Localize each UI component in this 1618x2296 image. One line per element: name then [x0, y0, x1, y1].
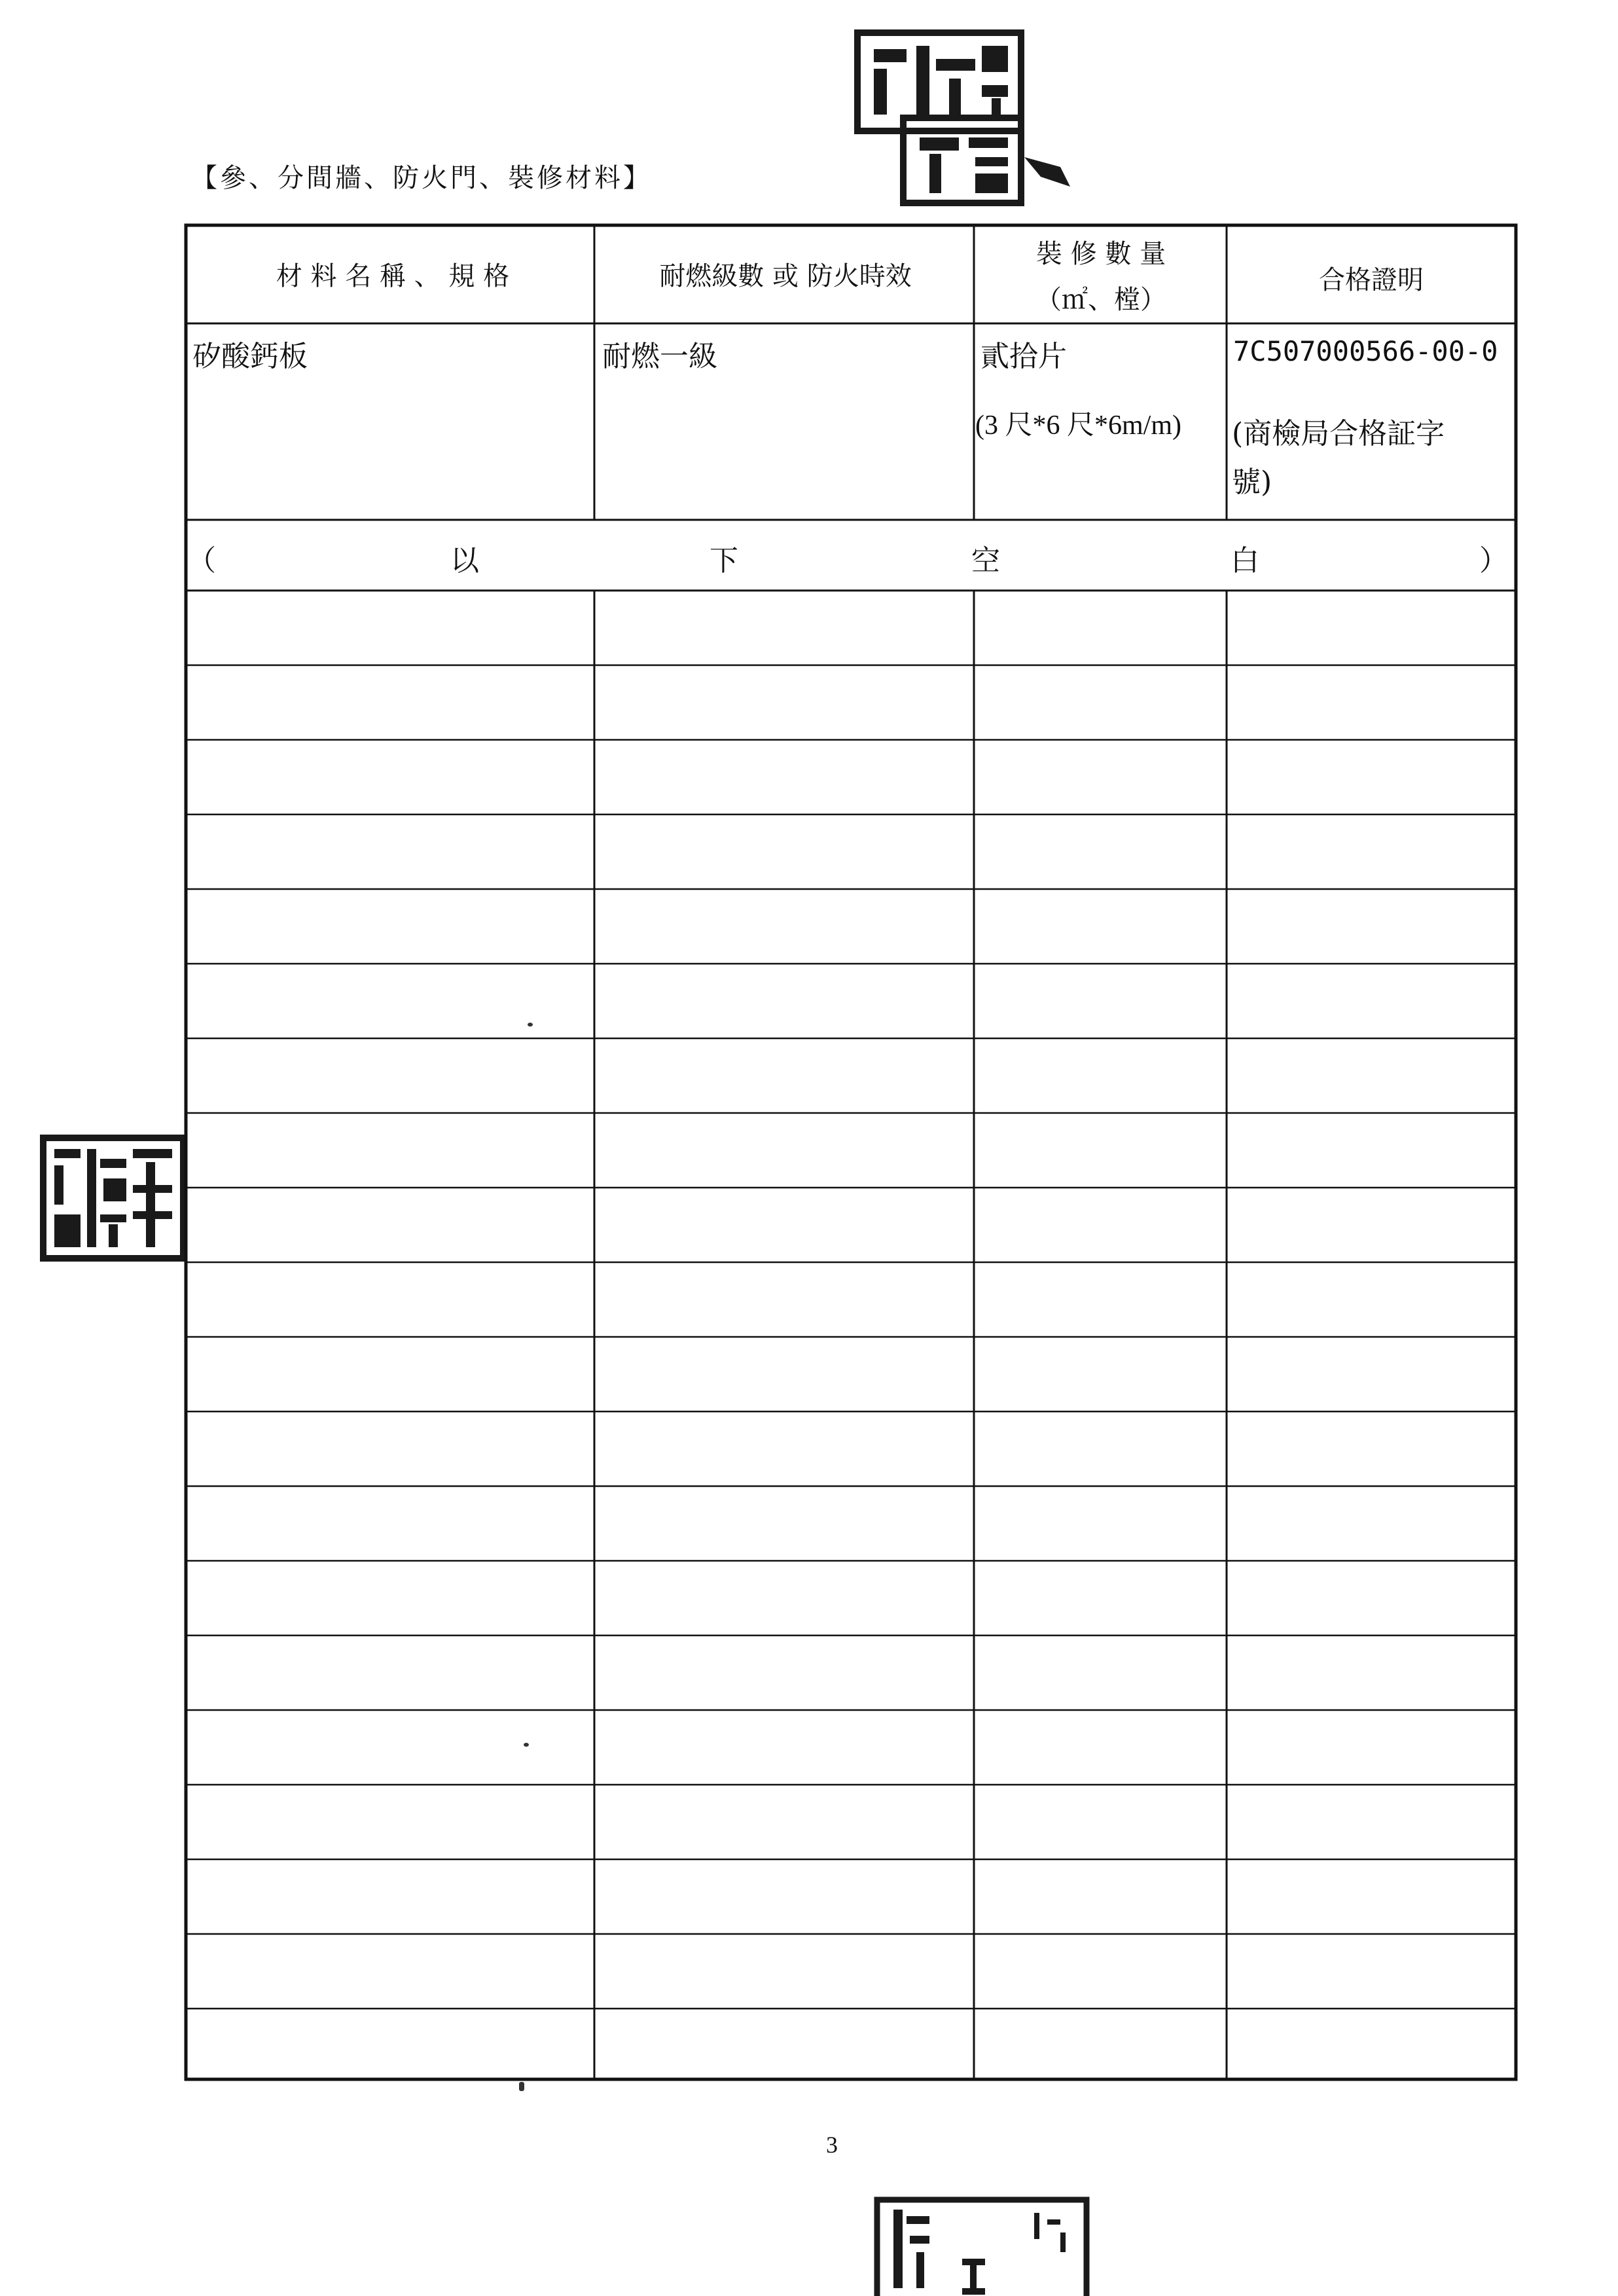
row-rating: 耐燃一級 — [602, 340, 717, 373]
seal-stamp-left — [38, 1133, 189, 1264]
header-certificate: 合格證明 — [1319, 265, 1424, 295]
blank-marker-close: ） — [1479, 544, 1508, 577]
row-quantity-line2: (3 尺*6 尺*6m/m) — [975, 410, 1181, 441]
header-quantity-line1: 裝 修 數 量 — [1035, 239, 1166, 269]
row-quantity-line1: 貳拾片 — [980, 340, 1067, 373]
seal-stamp-top — [844, 20, 1080, 216]
row-certificate-line1: 7C507000566-00-0 — [1233, 335, 1498, 367]
scan-speck — [519, 2082, 524, 2091]
section-title: 【參、分間牆、防火門、裝修材料】 — [191, 163, 652, 193]
blank-marker-char: 以 — [450, 544, 479, 577]
header-quantity-line2: （㎡、樘） — [1035, 285, 1166, 315]
scan-speck — [524, 1743, 529, 1747]
row-material: 矽酸鈣板 — [192, 340, 308, 373]
blank-marker-open: （ — [187, 544, 216, 577]
row-certificate-line3: 號) — [1232, 465, 1272, 499]
row-certificate-line2: (商檢局合格証字 — [1232, 417, 1445, 450]
header-material: 材 料 名 稱 、 規 格 — [276, 261, 510, 291]
blank-marker-char: 空 — [971, 544, 1000, 577]
page-number: 3 — [826, 2132, 838, 2158]
materials-table — [183, 223, 1519, 2082]
table-grid — [183, 223, 1519, 2082]
header-rating: 耐燃級數 或 防火時效 — [659, 261, 912, 291]
seal-stamp-bottom — [864, 2180, 1100, 2296]
blank-marker-char: 下 — [710, 544, 738, 577]
blank-marker-char: 白 — [1231, 544, 1259, 577]
scan-speck — [528, 1023, 533, 1027]
